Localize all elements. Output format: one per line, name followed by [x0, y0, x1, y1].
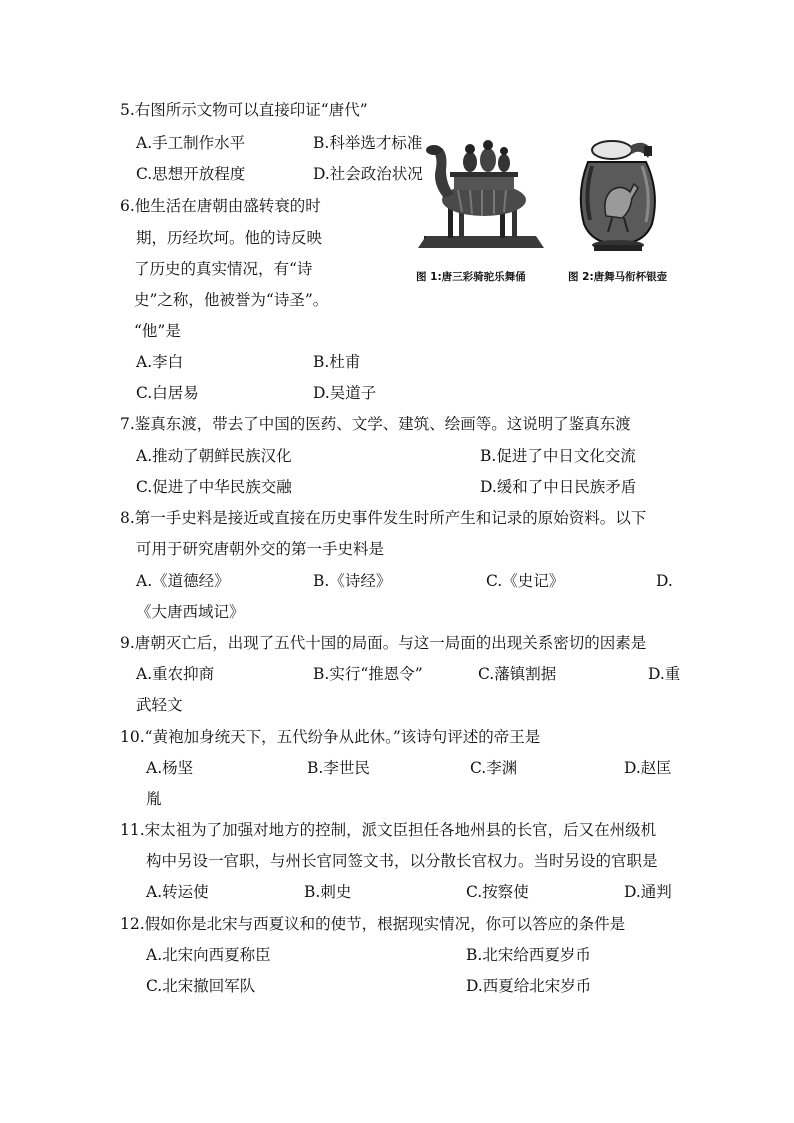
q12-option-b: B.北宋给西夏岁币 [466, 946, 591, 964]
q7-option-a: A.推动了朝鲜民族汉化 [136, 447, 292, 465]
q9-option-b: B.实行“推恩令” [313, 665, 423, 683]
q11-line-2: 构中另设一官职，与州长官同签文书，以分散长官权力。当时另设的官职是 [146, 852, 658, 870]
q9-option-d: D.重 [648, 665, 681, 683]
q10-option-c: C.李渊 [470, 759, 518, 777]
q6-line-1: 6.他生活在唐朝由盛转衰的时 [120, 197, 321, 215]
q9-stem: 9.唐朝灭亡后，出现了五代十国的局面。与这一局面的出现关系密切的因素是 [120, 634, 647, 652]
q9-option-d-text: 武轻文 [136, 696, 183, 714]
q6-line-4: 史”之称，他被誉为“诗圣”。 [134, 291, 329, 309]
q6-line-2: 期，历经坎坷。他的诗反映 [136, 229, 323, 247]
q12-option-a: A.北宋向西夏称臣 [146, 946, 271, 964]
q8-option-a: A.《道德经》 [136, 572, 230, 590]
q5-option-a: A.手工制作水平 [136, 134, 246, 152]
q11-option-a: A.转运使 [146, 883, 209, 901]
q10-option-a: A.杨坚 [146, 759, 194, 777]
q5-stem: 5.右图所示文物可以直接印证“唐代” [120, 101, 368, 119]
q8-option-b: B.《诗经》 [313, 572, 392, 590]
q9-option-a: A.重农抑商 [136, 665, 215, 683]
figure-1-caption: 图 1:唐三彩骑驼乐舞俑 [416, 271, 526, 283]
q9-option-c: C.藩镇割据 [478, 665, 557, 683]
q6-line-3: 了历史的真实情况，有“诗 [134, 260, 313, 278]
q6-line-5: “他”是 [134, 322, 181, 340]
q5-option-b: B.科举选才标准 [313, 134, 423, 152]
q11-option-c: C.按察使 [466, 883, 529, 901]
figure-silver-pot [572, 132, 672, 257]
q6-option-a: A.李白 [136, 353, 184, 371]
q10-option-d-text: 胤 [146, 790, 162, 808]
q6-option-d: D.吴道子 [313, 384, 377, 402]
q5-option-d: D.社会政治状况 [313, 165, 423, 183]
q12-stem: 12.假如你是北宋与西夏议和的使节，根据现实情况，你可以答应的条件是 [120, 915, 626, 933]
q8-option-d: D. [656, 572, 673, 590]
q11-option-d: D.通判 [624, 883, 672, 901]
q7-stem: 7.鉴真东渡，带去了中国的医药、文学、建筑、绘画等。这说明了鉴真东渡 [120, 415, 631, 433]
q7-option-d: D.缓和了中日民族矛盾 [480, 478, 637, 496]
q12-option-c: C.北宋撤回军队 [146, 977, 256, 995]
q8-line-2: 可用于研究唐朝外交的第一手史料是 [136, 540, 385, 558]
q6-option-c: C.白居易 [136, 384, 199, 402]
q8-line-1: 8.第一手史料是接近或直接在历史事件发生时所产生和记录的原始资料。以下 [120, 509, 647, 527]
q5-option-c: C.思想开放程度 [136, 165, 246, 183]
q8-option-d-text: 《大唐西域记》 [136, 603, 245, 621]
q12-option-d: D.西夏给北宋岁币 [466, 977, 592, 995]
q8-option-c: C.《史记》 [486, 572, 565, 590]
q10-stem: 10.“黄袍加身统天下，五代纷争从此休。”该诗句评述的帝王是 [120, 728, 541, 746]
q11-option-b: B.刺史 [304, 883, 352, 901]
q10-option-d: D.赵匡 [624, 759, 672, 777]
q6-option-b: B.杜甫 [313, 353, 361, 371]
q7-option-c: C.促进了中华民族交融 [136, 478, 292, 496]
figure-2-caption: 图 2:唐舞马衔杯银壶 [568, 271, 668, 283]
q11-line-1: 11.宋太祖为了加强对地方的控制，派文臣担任各地州县的长官，后又在州级机 [120, 821, 657, 839]
q7-option-b: B.促进了中日文化交流 [480, 447, 636, 465]
q10-option-b: B.李世民 [307, 759, 370, 777]
figure-camel-figurine [414, 132, 552, 257]
